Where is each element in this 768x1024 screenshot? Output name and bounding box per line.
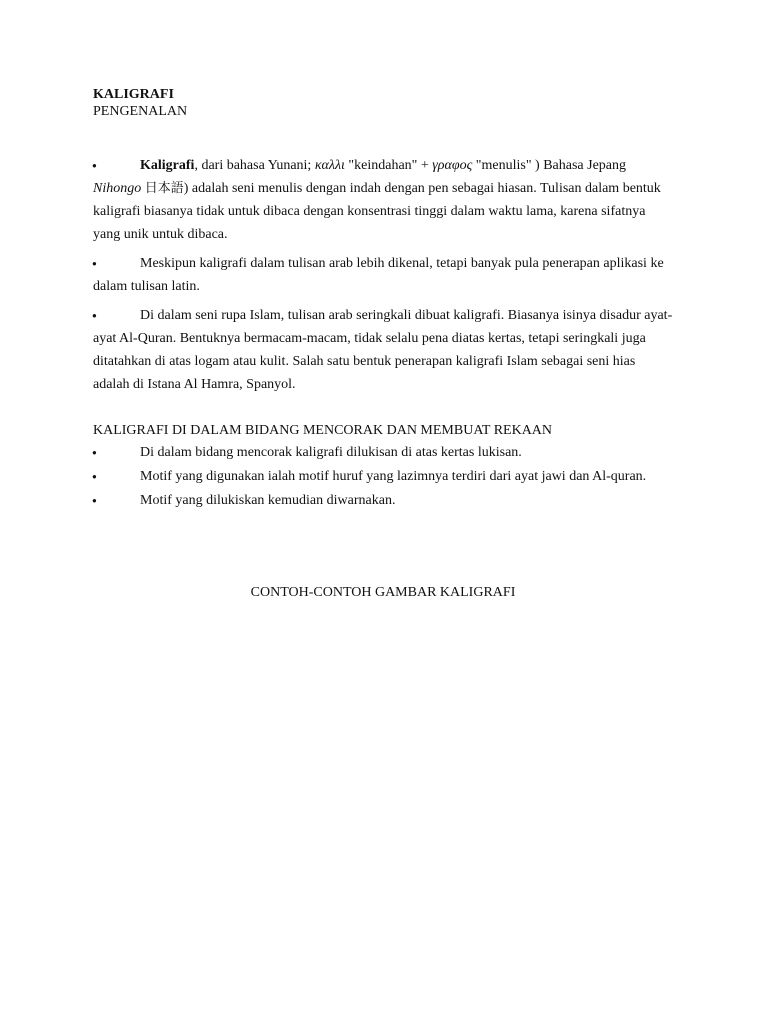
document-title: KALIGRAFI	[93, 87, 174, 102]
bullet-icon: ●	[92, 472, 97, 481]
bullet-icon: ●	[92, 161, 97, 170]
bullet-icon: ●	[92, 496, 97, 505]
bullet-icon: ●	[92, 259, 97, 268]
section-list	[93, 444, 673, 510]
document-content	[92, 86, 673, 600]
bullet-icon: ●	[92, 448, 97, 457]
intro-list	[93, 154, 673, 396]
intro-paragraph-3: ● Di dalam seni rupa Islam, tulisan arab seringkali dibuat kaligrafi. Biasanya isinya disadur ayat-ayat Al-Quran. Bentuknya bermacam-macam, tidak selalu pena diatas kertas, tetapi seringkali juga ditatahkan di atas logam atau kulit. Salah satu bentuk penerapan kaligrafi Islam sebagai seni hias adalah di Istana Al Hamra, Spanyol.	[93, 304, 673, 396]
bullet-icon: ●	[92, 311, 97, 320]
section-heading: KALIGRAFI DI DALAM BIDANG MENCORAK DAN MEMBUAT REKAAN	[93, 423, 553, 438]
list-item: ● Motif yang digunakan ialah motif huruf yang lazimnya terdiri dari ayat jawi dan Al-quran.	[92, 469, 647, 484]
greek-word-1: καλλι	[314, 158, 345, 173]
list-item: ● Di dalam bidang mencorak kaligrafi dilukisan di atas kertas lukisan.	[92, 445, 522, 460]
greek-word-2: γραφος	[432, 158, 473, 173]
japanese-word: 日本語	[144, 181, 184, 196]
italic-nihongo: Nihongo	[93, 181, 142, 196]
document-subtitle: PENGENALAN	[93, 104, 188, 119]
term-kaligrafi: Kaligrafi	[140, 158, 195, 173]
list-item: ● Motif yang dilukiskan kemudian diwarnakan.	[92, 493, 396, 508]
intro-paragraph-2: ● Meskipun kaligrafi dalam tulisan arab lebih dikenal, tetapi banyak pula penerapan aplikasi ke dalam tulisan latin.	[93, 252, 673, 298]
examples-heading: CONTOH-CONTOH GAMBAR KALIGRAFI	[250, 585, 516, 600]
intro-paragraph-1: ● Kaligrafi, dari bahasa Yunani; καλλι "keindahan" + γραφος "menulis" ) Bahasa Jepang Nihongo 日本語) adalah seni menulis dengan indah dengan pen sebagai hiasan. Tulisan dalam bentuk kaligrafi biasanya tidak untuk dibaca dengan konsentrasi tinggi dalam waktu lama, karena sifatnya yang unik untuk dibaca.	[93, 154, 673, 246]
section-mencorak	[93, 421, 673, 510]
